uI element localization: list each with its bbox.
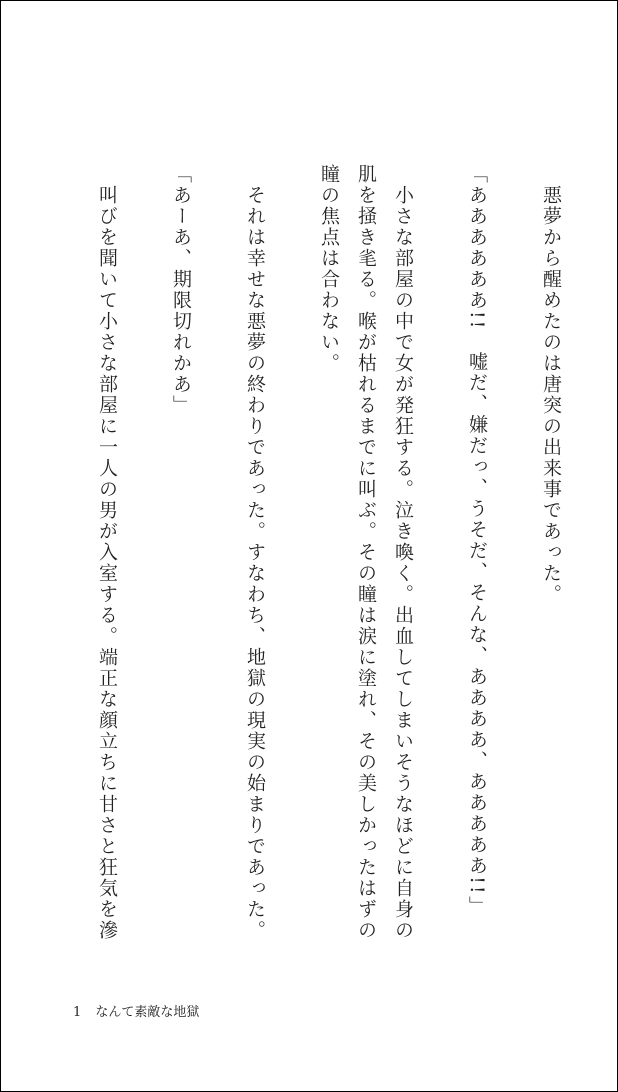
- blank-line: [421, 164, 458, 954]
- text-line-5: 小さな部屋の中で女が発狂する。泣き喚く。出血してしまいそうなほどに自身の: [392, 164, 414, 941]
- page-number: 1: [73, 1005, 82, 1020]
- blank-line: [273, 164, 310, 954]
- blank-line: [125, 164, 162, 954]
- blank-line: [495, 164, 532, 954]
- blank-line: [199, 164, 236, 954]
- chapter-title: なんて素敵な地獄: [95, 1005, 200, 1020]
- text-line-13: 叫びを聞いて小さな部屋に一人の男が入室する。端正な顔立ちに甘さと狂気を滲: [96, 164, 118, 941]
- text-line-7: 瞳の焦点は合わない。: [318, 164, 340, 374]
- page-footer: [73, 1001, 199, 1020]
- vertical-text-body: [88, 164, 569, 954]
- text-line-1: 悪夢から醒めたのは唐突の出来事であった。: [540, 164, 562, 605]
- text-line-3: 「ああああああ!! 嘘だ、嫌だっ、うそだ、そんな、ああああ、あああああ!!」: [466, 164, 488, 917]
- text-line-6: 肌を掻き毟る。喉が枯れるまでに叫ぶ。その瞳は涙に塗れ、その美しかったはずの: [355, 164, 377, 941]
- text-line-9: それは幸せな悪夢の終わりであった。すなわち、地獄の現実の始まりであった。: [244, 164, 266, 941]
- text-line-11: 「あーあ、期限切れかあ」: [170, 164, 192, 416]
